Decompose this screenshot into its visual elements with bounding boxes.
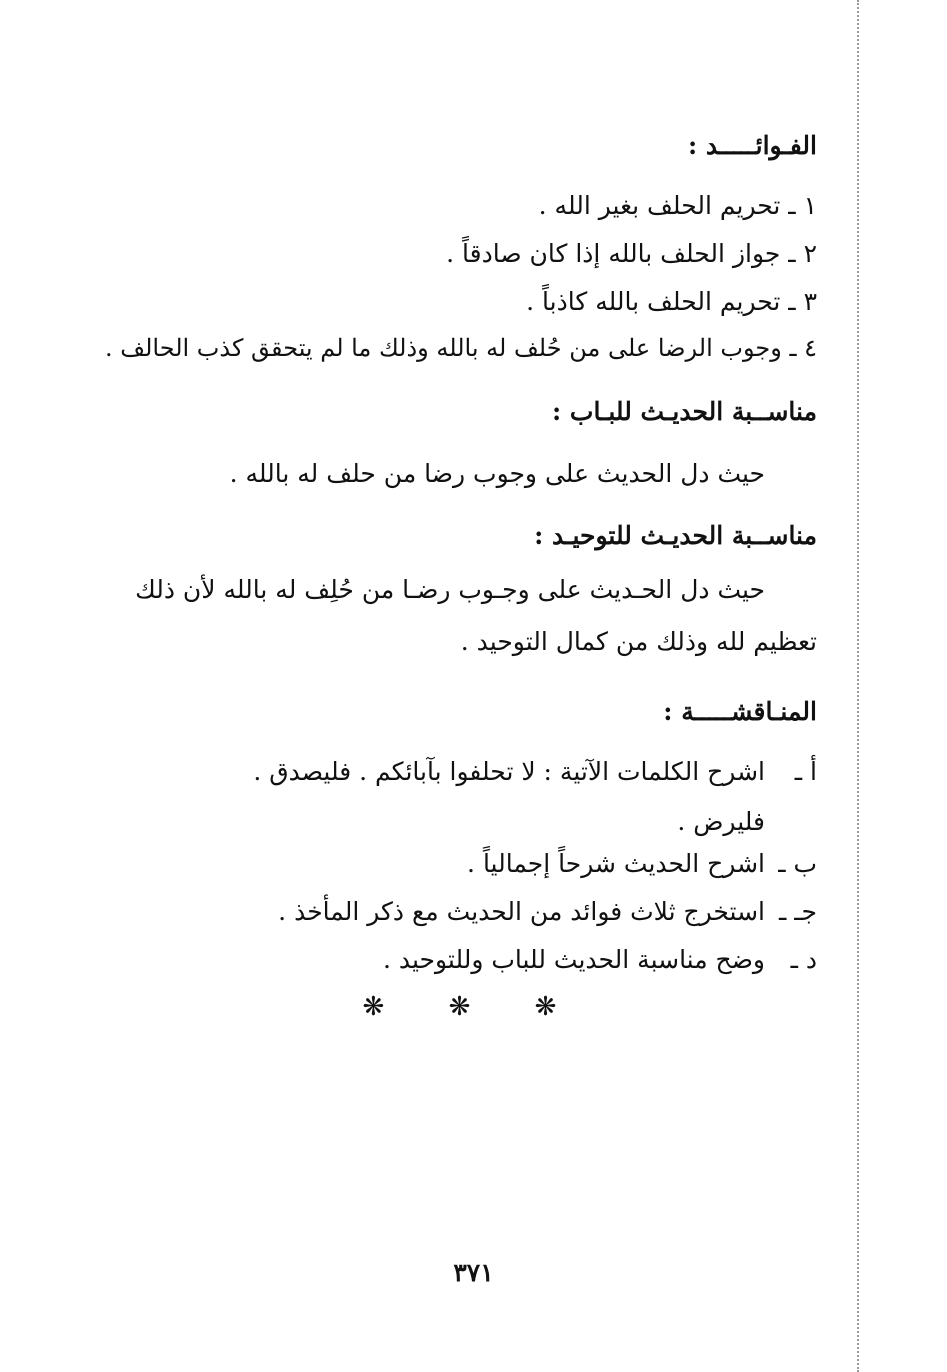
discussion-item-a-continuation: فليرض . xyxy=(677,807,765,836)
benefit-item-2: ٢ ـ جواز الحلف بالله إذا كان صادقاً . xyxy=(446,239,817,268)
discussion-item-a-text: اشرح الكلمات الآتية : لا تحلفوا بآبائكم . فليصدق . xyxy=(253,757,765,786)
chapter-relevance-text: حيث دل الحديث على وجوب رضا من حلف له بالله . xyxy=(229,459,765,488)
benefit-item-1: ١ ـ تحريم الحلف بغير الله . xyxy=(538,191,817,220)
discussion-item-b-marker: ب ـ xyxy=(778,849,817,878)
discussion-item-c-text: استخرج ثلاث فوائد من الحديث مع ذكر المأخذ . xyxy=(278,897,765,926)
tawheed-relevance-text-line2: تعظيم لله وذلك من كمال التوحيد . xyxy=(460,627,817,656)
benefit-item-4: ٤ ـ وجوب الرضا على من حُلف له بالله وذلك ما لم يتحقق كذب الحالف . xyxy=(104,334,817,362)
benefits-heading: الفـوائـــــد : xyxy=(687,131,817,160)
discussion-item-a-marker: أ ـ xyxy=(794,757,817,786)
discussion-heading: المنـاقشـــــة : xyxy=(663,697,817,726)
section-separator-stars: ❋ ❋ ❋ xyxy=(362,992,585,1022)
discussion-item-d-marker: د ـ xyxy=(790,945,817,974)
tawheed-relevance-heading: مناســبة الحديـث للتوحيـد : xyxy=(534,521,817,550)
page-number: ٣٧١ xyxy=(453,1258,494,1287)
discussion-item-c-marker: جـ ـ xyxy=(778,897,817,926)
tawheed-relevance-text-line1: حيث دل الحـديث على وجـوب رضـا من حُلِف له بالله لأن ذلك xyxy=(135,575,765,604)
discussion-item-a xyxy=(130,754,817,790)
chapter-relevance-heading: مناســبة الحديـث للبـاب : xyxy=(551,397,817,426)
discussion-item-b-text: اشرح الحديث شرحاً إجمالياً . xyxy=(467,849,765,878)
discussion-item-d-text: وضح مناسبة الحديث للباب وللتوحيد . xyxy=(382,945,765,974)
benefit-item-3: ٣ ـ تحريم الحلف بالله كاذباً . xyxy=(526,287,817,316)
discussion-item-c xyxy=(278,894,817,930)
discussion-item-d xyxy=(383,942,817,978)
discussion-item-b xyxy=(467,846,817,882)
